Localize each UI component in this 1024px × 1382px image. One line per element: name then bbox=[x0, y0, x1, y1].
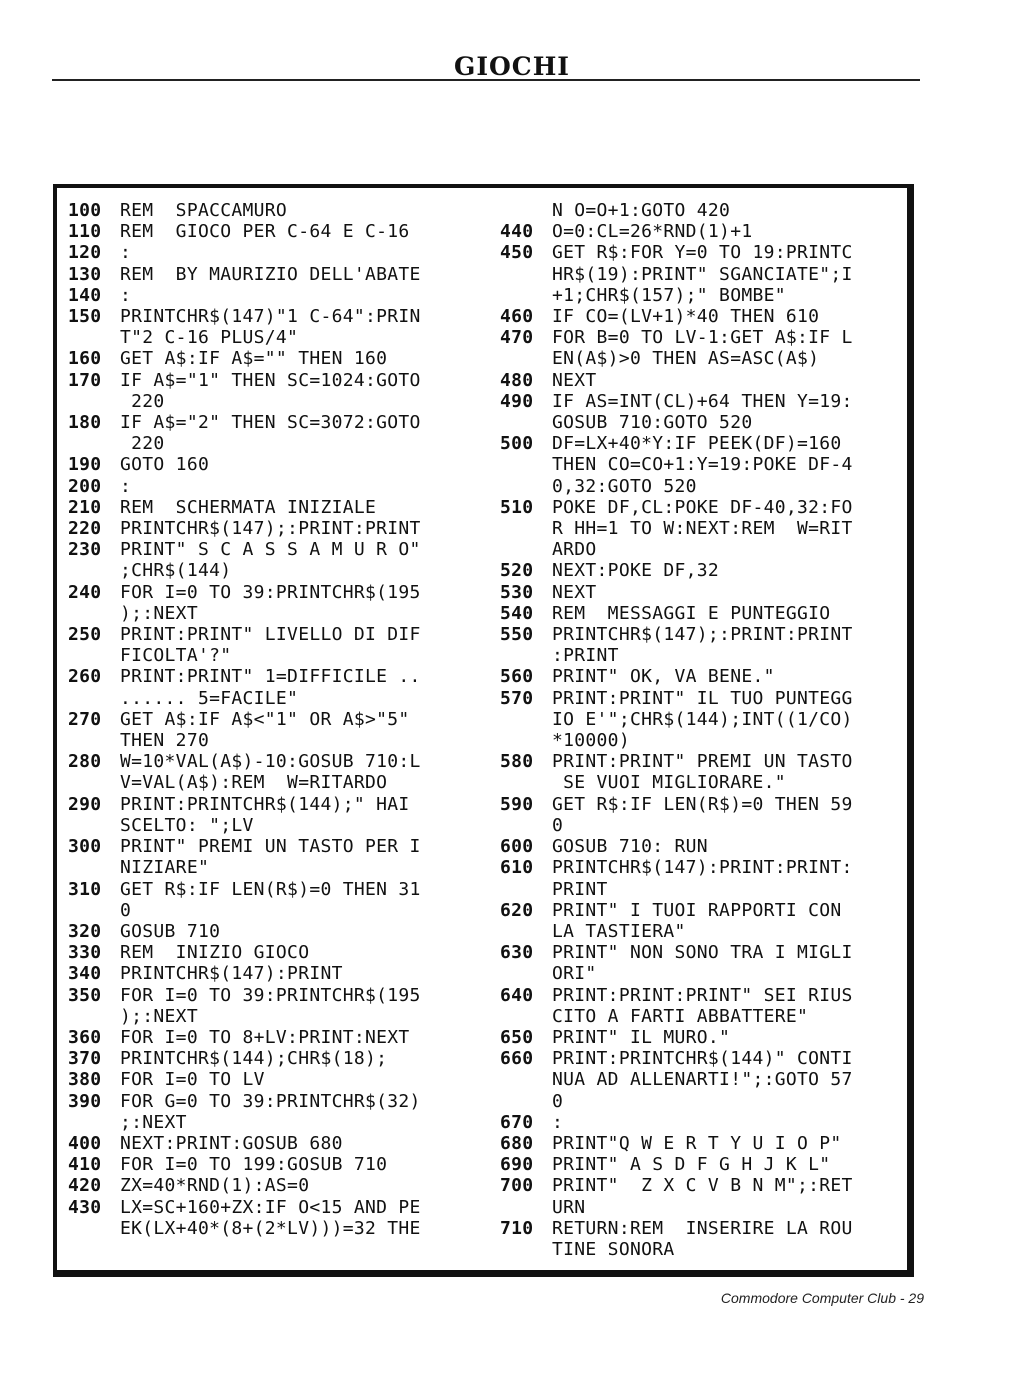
line-code: PRINT" S C A S S A M U R O" ;CHR$(144) bbox=[120, 539, 421, 582]
code-line bbox=[68, 879, 478, 921]
line-code: PRINT" I TUOI RAPPORTI CON LA TASTIERA" bbox=[552, 899, 842, 942]
line-code: GOSUB 710 bbox=[120, 920, 221, 942]
line-number: 280 bbox=[68, 751, 102, 773]
line-number: 410 bbox=[68, 1154, 102, 1176]
line-code: : bbox=[552, 1111, 564, 1133]
code-line bbox=[68, 200, 478, 221]
header-rule bbox=[52, 79, 920, 81]
line-number: 550 bbox=[500, 624, 534, 646]
code-line bbox=[500, 391, 908, 433]
code-line bbox=[500, 306, 908, 327]
code-line bbox=[500, 666, 908, 687]
line-number: 120 bbox=[68, 242, 102, 264]
line-number: 470 bbox=[500, 327, 534, 349]
code-line bbox=[500, 327, 908, 369]
line-number: 640 bbox=[500, 984, 534, 1006]
code-line bbox=[500, 857, 908, 899]
code-line bbox=[68, 370, 478, 412]
line-number: 700 bbox=[500, 1175, 534, 1197]
line-code: RETURN:REM INSERIRE LA ROU TINE SONORA bbox=[552, 1217, 853, 1260]
line-number: 370 bbox=[68, 1048, 102, 1070]
line-number: 490 bbox=[500, 390, 534, 412]
line-code: REM BY MAURIZIO DELL'ABATE bbox=[120, 263, 421, 285]
line-code: PRINT" IL MURO." bbox=[552, 1026, 731, 1048]
code-line bbox=[500, 1133, 908, 1154]
line-code: GOTO 160 bbox=[120, 454, 210, 476]
code-line bbox=[68, 242, 478, 263]
line-number: 350 bbox=[68, 984, 102, 1006]
code-line bbox=[500, 242, 908, 306]
line-code: REM SCHERMATA INIZIALE bbox=[120, 496, 377, 518]
page-header-title: GIOCHI bbox=[453, 52, 571, 81]
line-number: 260 bbox=[68, 666, 102, 688]
line-code: : bbox=[120, 242, 132, 264]
line-number: 130 bbox=[68, 263, 102, 285]
line-number: 710 bbox=[500, 1217, 534, 1239]
code-line bbox=[500, 836, 908, 857]
code-line bbox=[68, 1197, 478, 1239]
line-code: : bbox=[120, 284, 132, 306]
line-code: DF=LX+40*Y:IF PEEK(DF)=160 THEN CO=CO+1:Y=19:POKE DF-4 0,32:GOTO 520 bbox=[552, 433, 853, 497]
line-number: 250 bbox=[68, 624, 102, 646]
code-line bbox=[68, 497, 478, 518]
line-number: 100 bbox=[68, 200, 102, 221]
line-number: 400 bbox=[68, 1132, 102, 1154]
line-code: PRINT:PRINT" 1=DIFFICILE .. ...... 5=FACILE" bbox=[120, 666, 421, 709]
line-code: NEXT:POKE DF,32 bbox=[552, 560, 720, 582]
line-code: PRINT" Z X C V B N M";:RET URN bbox=[552, 1175, 853, 1218]
line-number: 190 bbox=[68, 454, 102, 476]
code-line bbox=[500, 603, 908, 624]
line-number: 570 bbox=[500, 687, 534, 709]
line-number: 140 bbox=[68, 284, 102, 306]
code-line bbox=[68, 582, 478, 624]
line-code: GET A$:IF A$<"1" OR A$>"5" THEN 270 bbox=[120, 708, 410, 752]
code-line bbox=[500, 433, 908, 497]
code-line bbox=[68, 539, 478, 581]
line-code: NEXT bbox=[552, 581, 597, 603]
code-line bbox=[68, 1175, 478, 1196]
line-code: : bbox=[120, 475, 132, 497]
line-code: GET R$:IF LEN(R$)=0 THEN 31 0 bbox=[120, 878, 421, 921]
line-number: 300 bbox=[68, 836, 102, 858]
line-code: ZX=40*RND(1):AS=0 bbox=[120, 1175, 310, 1197]
code-line bbox=[68, 412, 478, 454]
line-code: GET R$:FOR Y=0 TO 19:PRINTC HR$(19):PRINT" SGANCIATE";I +1;CHR$(157);" BOMBE" bbox=[552, 242, 853, 306]
code-line bbox=[68, 476, 478, 497]
code-line bbox=[500, 900, 908, 942]
code-line bbox=[68, 751, 478, 793]
line-code: W=10*VAL(A$)-10:GOSUB 710:L V=VAL(A$):REM W=RITARDO bbox=[120, 751, 421, 794]
line-number: 460 bbox=[500, 306, 534, 328]
line-code: PRINT:PRINT" LIVELLO DI DIF FICOLTA'?" bbox=[120, 624, 421, 667]
line-code: REM INIZIO GIOCO bbox=[120, 942, 310, 964]
line-number: 110 bbox=[68, 221, 102, 243]
code-line bbox=[68, 264, 478, 285]
line-number: 510 bbox=[500, 496, 534, 518]
line-number: 670 bbox=[500, 1111, 534, 1133]
code-line bbox=[500, 985, 908, 1027]
line-number: 430 bbox=[68, 1196, 102, 1218]
line-code: GOSUB 710: RUN bbox=[552, 836, 708, 858]
line-number: 390 bbox=[68, 1090, 102, 1112]
code-line bbox=[68, 348, 478, 369]
code-line bbox=[500, 794, 908, 836]
line-code: PRINT:PRINT:PRINT" SEI RIUS CITO A FARTI ABBATTERE" bbox=[552, 984, 853, 1027]
listing-column-left bbox=[68, 200, 478, 1239]
line-number: 180 bbox=[68, 412, 102, 434]
line-code: FOR I=0 TO LV bbox=[120, 1069, 265, 1091]
line-code: PRINTCHR$(147):PRINT bbox=[120, 963, 343, 985]
line-code: PRINT" PREMI UN TASTO PER I NIZIARE" bbox=[120, 836, 421, 879]
line-number: 540 bbox=[500, 602, 534, 624]
line-number: 580 bbox=[500, 751, 534, 773]
code-line bbox=[68, 1091, 478, 1133]
line-number: 560 bbox=[500, 666, 534, 688]
code-line bbox=[68, 454, 478, 475]
line-code: IF AS=INT(CL)+64 THEN Y=19: GOSUB 710:GOTO 520 bbox=[552, 390, 853, 434]
line-code: PRINT"Q W E R T Y U I O P" bbox=[552, 1132, 842, 1154]
line-number: 170 bbox=[68, 369, 102, 391]
line-number: 620 bbox=[500, 899, 534, 921]
line-code: LX=SC+160+ZX:IF O<15 AND PE EK(LX+40*(8+(2*LV)))=32 THE bbox=[120, 1196, 421, 1239]
line-number: 500 bbox=[500, 433, 534, 455]
line-number: 240 bbox=[68, 581, 102, 603]
line-number: 330 bbox=[68, 942, 102, 964]
line-number: 610 bbox=[500, 857, 534, 879]
line-number: 680 bbox=[500, 1132, 534, 1154]
code-line bbox=[500, 582, 908, 603]
code-line bbox=[500, 497, 908, 561]
code-line bbox=[500, 1027, 908, 1048]
line-number: 160 bbox=[68, 348, 102, 370]
line-number: 340 bbox=[68, 963, 102, 985]
line-code: PRINT:PRINT" IL TUO PUNTEGG IO E'";CHR$(144);INT((1/CO) *10000) bbox=[552, 687, 853, 752]
line-number: 230 bbox=[68, 539, 102, 561]
line-code: IF CO=(LV+1)*40 THEN 610 bbox=[552, 306, 820, 328]
code-line bbox=[68, 836, 478, 878]
code-line bbox=[500, 624, 908, 666]
line-number: 320 bbox=[68, 920, 102, 942]
line-code: NEXT bbox=[552, 369, 597, 391]
code-line bbox=[500, 688, 908, 752]
page-footer: Commodore Computer Club - 29 bbox=[720, 1290, 924, 1306]
code-line bbox=[68, 306, 478, 348]
line-number: 420 bbox=[68, 1175, 102, 1197]
line-code: FOR I=0 TO 39:PRINTCHR$(195 );:NEXT bbox=[120, 581, 421, 624]
line-code: POKE DF,CL:POKE DF-40,32:FO R HH=1 TO W:NEXT:REM W=RIT ARDO bbox=[552, 496, 853, 561]
line-code: NEXT:PRINT:GOSUB 680 bbox=[120, 1132, 343, 1154]
code-line bbox=[68, 1048, 478, 1069]
code-line bbox=[500, 1154, 908, 1175]
line-number: 590 bbox=[500, 793, 534, 815]
line-code: O=0:CL=26*RND(1)+1 bbox=[552, 221, 753, 243]
line-number: 440 bbox=[500, 221, 534, 243]
line-code: PRINT" OK, VA BENE." bbox=[552, 666, 775, 688]
line-code: PRINT" A S D F G H J K L" bbox=[552, 1154, 831, 1176]
line-code: PRINTCHR$(147):PRINT:PRINT: PRINT bbox=[552, 857, 853, 900]
code-line bbox=[500, 1175, 908, 1217]
line-code: PRINTCHR$(144);CHR$(18); bbox=[120, 1048, 388, 1070]
code-line bbox=[500, 942, 908, 984]
line-number: 660 bbox=[500, 1048, 534, 1070]
code-line bbox=[500, 1048, 908, 1112]
line-code: IF A$="1" THEN SC=1024:GOTO 220 bbox=[120, 369, 421, 412]
line-code: GET A$:IF A$="" THEN 160 bbox=[120, 348, 388, 370]
line-code: PRINT:PRINTCHR$(144);" HAI SCELTO: ";LV bbox=[120, 793, 410, 836]
code-line bbox=[500, 1218, 908, 1260]
code-line bbox=[68, 709, 478, 751]
line-code: FOR I=0 TO 199:GOSUB 710 bbox=[120, 1154, 388, 1176]
line-code: PRINTCHR$(147);:PRINT:PRINT bbox=[120, 518, 421, 540]
line-number: 380 bbox=[68, 1069, 102, 1091]
code-line bbox=[500, 751, 908, 793]
line-number: 310 bbox=[68, 878, 102, 900]
code-line bbox=[68, 221, 478, 242]
line-number: 690 bbox=[500, 1154, 534, 1176]
line-number: 200 bbox=[68, 475, 102, 497]
code-line bbox=[68, 624, 478, 666]
line-code: PRINT" NON SONO TRA I MIGLI ORI" bbox=[552, 942, 853, 985]
line-number: 650 bbox=[500, 1026, 534, 1048]
code-line bbox=[68, 985, 478, 1027]
line-code: PRINT:PRINTCHR$(144)" CONTI NUA AD ALLENARTI!";:GOTO 57 0 bbox=[552, 1048, 853, 1112]
line-code: IF A$="2" THEN SC=3072:GOTO 220 bbox=[120, 412, 421, 455]
line-number: 450 bbox=[500, 242, 534, 264]
line-code: REM GIOCO PER C-64 E C-16 bbox=[120, 221, 410, 243]
line-number: 480 bbox=[500, 369, 534, 391]
line-code: PRINTCHR$(147)"1 C-64":PRIN T"2 C-16 PLUS/4" bbox=[120, 306, 421, 349]
line-number: 360 bbox=[68, 1026, 102, 1048]
line-code: REM MESSAGGI E PUNTEGGIO bbox=[552, 602, 831, 624]
line-code: PRINT:PRINT" PREMI UN TASTO SE VUOI MIGLIORARE." bbox=[552, 751, 853, 794]
line-number: 150 bbox=[68, 306, 102, 328]
line-code: PRINTCHR$(147);:PRINT:PRINT :PRINT bbox=[552, 624, 853, 667]
listing-column-right bbox=[500, 200, 908, 1260]
line-code: FOR B=0 TO LV-1:GET A$:IF L EN(A$)>0 THEN AS=ASC(A$) bbox=[552, 327, 853, 370]
code-line bbox=[68, 1133, 478, 1154]
code-line bbox=[68, 794, 478, 836]
code-line bbox=[68, 921, 478, 942]
line-number: 600 bbox=[500, 836, 534, 858]
line-number: 520 bbox=[500, 560, 534, 582]
code-line bbox=[500, 200, 908, 221]
line-number: 270 bbox=[68, 708, 102, 730]
line-code: FOR G=0 TO 39:PRINTCHR$(32) ;:NEXT bbox=[120, 1090, 421, 1133]
line-number: 290 bbox=[68, 793, 102, 815]
code-line bbox=[68, 285, 478, 306]
code-line bbox=[500, 560, 908, 581]
code-line bbox=[68, 942, 478, 963]
code-line bbox=[68, 963, 478, 984]
line-number: 220 bbox=[68, 518, 102, 540]
code-line bbox=[500, 370, 908, 391]
code-line bbox=[68, 518, 478, 539]
line-code: REM SPACCAMURO bbox=[120, 200, 288, 221]
line-number: 210 bbox=[68, 496, 102, 518]
line-number: 630 bbox=[500, 942, 534, 964]
line-code: FOR I=0 TO 39:PRINTCHR$(195 );:NEXT bbox=[120, 984, 421, 1027]
code-line bbox=[68, 1069, 478, 1090]
code-line bbox=[68, 666, 478, 708]
line-code: N O=O+1:GOTO 420 bbox=[552, 200, 731, 221]
line-number: 530 bbox=[500, 581, 534, 603]
code-line bbox=[68, 1154, 478, 1175]
code-line bbox=[68, 1027, 478, 1048]
line-code: FOR I=0 TO 8+LV:PRINT:NEXT bbox=[120, 1026, 410, 1048]
line-code: GET R$:IF LEN(R$)=0 THEN 59 0 bbox=[552, 793, 853, 836]
code-line bbox=[500, 221, 908, 242]
code-line bbox=[500, 1112, 908, 1133]
